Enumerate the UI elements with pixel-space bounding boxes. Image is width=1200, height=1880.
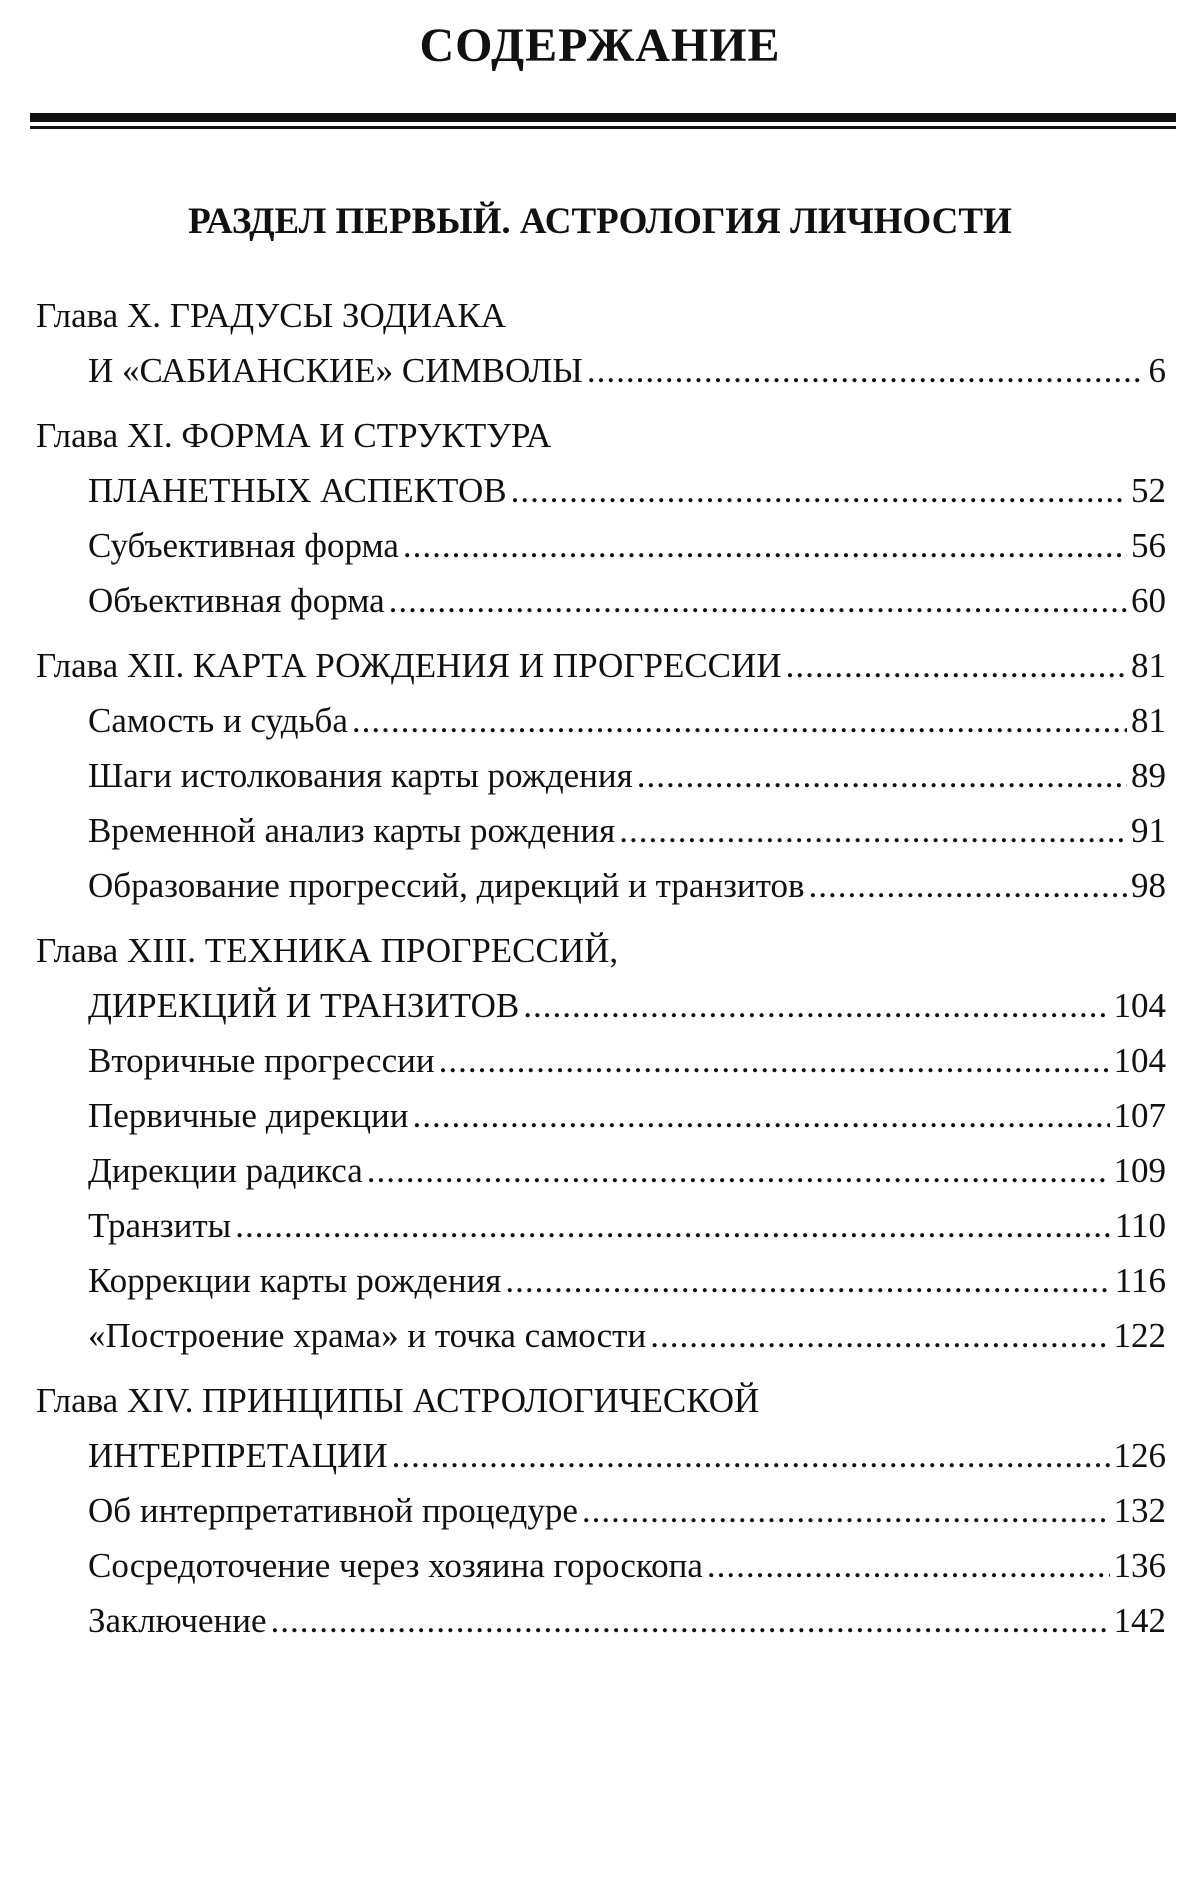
chapter-title-cont: ДИРЕКЦИЙ И ТРАНЗИТОВ bbox=[88, 986, 520, 1025]
toc-entry bbox=[36, 1143, 1166, 1198]
page-number: 6 bbox=[1148, 351, 1166, 390]
entry-label: Временной анализ карты рождения bbox=[88, 811, 616, 850]
dot-leader bbox=[271, 1593, 1110, 1648]
toc-entry bbox=[36, 978, 1166, 1033]
dot-leader bbox=[650, 1308, 1109, 1363]
entry-label: Субъективная форма bbox=[88, 526, 399, 565]
chapter-title-cont: И «САБИАНСКИЕ» СИМВОЛЫ bbox=[88, 351, 583, 390]
entry-label: Вторичные прогрессии bbox=[88, 1041, 435, 1080]
page-number: 56 bbox=[1131, 526, 1166, 565]
toc-entry bbox=[36, 1593, 1166, 1648]
dot-leader bbox=[392, 1428, 1110, 1483]
dot-leader bbox=[352, 693, 1127, 748]
toc-entry bbox=[36, 1198, 1166, 1253]
toc-entry bbox=[36, 1538, 1166, 1593]
chapter-heading: Глава XII. КАРТА РОЖДЕНИЯ И ПРОГРЕССИИ bbox=[36, 646, 782, 685]
page-number: 122 bbox=[1113, 1316, 1166, 1355]
toc-entry bbox=[36, 1253, 1166, 1308]
dot-leader bbox=[786, 638, 1127, 693]
toc-entry bbox=[36, 858, 1166, 913]
page-number: 109 bbox=[1113, 1151, 1166, 1190]
dot-leader bbox=[367, 1143, 1110, 1198]
toc-chapter bbox=[36, 1373, 1166, 1648]
entry-label: Первичные дирекции bbox=[88, 1096, 409, 1135]
page-number: 60 bbox=[1131, 581, 1166, 620]
page-number: 126 bbox=[1113, 1436, 1166, 1475]
toc-entry bbox=[36, 638, 1166, 693]
page-number: 104 bbox=[1113, 1041, 1166, 1080]
toc-entry bbox=[36, 1483, 1166, 1538]
toc-entry bbox=[36, 463, 1166, 518]
toc-chapter bbox=[36, 408, 1166, 628]
dot-leader bbox=[582, 1483, 1110, 1538]
dot-leader bbox=[403, 518, 1127, 573]
dot-leader bbox=[637, 748, 1127, 803]
chapter-title-cont: ПЛАНЕТНЫХ АСПЕКТОВ bbox=[88, 471, 507, 510]
dot-leader bbox=[707, 1538, 1110, 1593]
entry-label: Об интерпретативной процедуре bbox=[88, 1491, 578, 1530]
section-title: РАЗДЕЛ ПЕРВЫЙ. АСТРОЛОГИЯ ЛИЧНОСТИ bbox=[188, 201, 1012, 242]
entry-label: Шаги истолкования карты рождения bbox=[88, 756, 633, 795]
dot-leader bbox=[619, 803, 1127, 858]
toc-entry bbox=[36, 693, 1166, 748]
dot-leader bbox=[587, 343, 1145, 398]
entry-label: Заключение bbox=[88, 1601, 267, 1640]
entry-label: Сосредоточение через хозяина гороскопа bbox=[88, 1546, 703, 1585]
page-number: 142 bbox=[1113, 1601, 1166, 1640]
page-number: 89 bbox=[1131, 756, 1166, 795]
chapter-heading: Глава XIV. ПРИНЦИПЫ АСТРОЛОГИЧЕСКОЙ bbox=[36, 1381, 760, 1420]
entry-label: Коррекции карты рождения bbox=[88, 1261, 502, 1300]
toc-entry bbox=[36, 803, 1166, 858]
toc-entry bbox=[36, 1308, 1166, 1363]
chapter-heading-line bbox=[36, 288, 1166, 343]
toc-entry bbox=[36, 343, 1166, 398]
page-number: 107 bbox=[1113, 1096, 1166, 1135]
page-number: 116 bbox=[1114, 1261, 1166, 1300]
dot-leader bbox=[809, 858, 1127, 913]
page-number: 110 bbox=[1114, 1206, 1166, 1245]
toc-entry bbox=[36, 1088, 1166, 1143]
table-of-contents bbox=[36, 288, 1166, 1658]
toc-entry bbox=[36, 573, 1166, 628]
page-number: 91 bbox=[1131, 811, 1166, 850]
dot-leader bbox=[412, 1088, 1109, 1143]
page-number: 132 bbox=[1113, 1491, 1166, 1530]
entry-label: Объективная форма bbox=[88, 581, 385, 620]
entry-label: Образование прогрессий, дирекций и транзитов bbox=[88, 866, 805, 905]
dot-leader bbox=[389, 573, 1127, 628]
entry-label: «Построение храма» и точка самости bbox=[88, 1316, 647, 1355]
dot-leader bbox=[505, 1253, 1110, 1308]
title-rule-thin bbox=[30, 126, 1176, 129]
dot-leader bbox=[235, 1198, 1111, 1253]
page-number: 136 bbox=[1113, 1546, 1166, 1585]
dot-leader bbox=[511, 463, 1127, 518]
toc-entry bbox=[36, 1428, 1166, 1483]
chapter-title-cont: ИНТЕРПРЕТАЦИИ bbox=[88, 1436, 388, 1475]
page-title: СОДЕРЖАНИЕ bbox=[419, 19, 781, 72]
page-number: 98 bbox=[1131, 866, 1166, 905]
title-rule-thick bbox=[30, 113, 1176, 122]
dot-leader bbox=[439, 1033, 1110, 1088]
chapter-heading: Глава XIII. ТЕХНИКА ПРОГРЕССИЙ, bbox=[36, 931, 619, 970]
chapter-heading-line bbox=[36, 923, 1166, 978]
toc-chapter bbox=[36, 923, 1166, 1363]
page-number: 81 bbox=[1131, 701, 1166, 740]
page-number: 104 bbox=[1113, 986, 1166, 1025]
toc-chapter bbox=[36, 638, 1166, 913]
dot-leader bbox=[523, 978, 1109, 1033]
chapter-heading-line bbox=[36, 1373, 1166, 1428]
chapter-heading: Глава XI. ФОРМА И СТРУКТУРА bbox=[36, 416, 552, 455]
toc-entry bbox=[36, 748, 1166, 803]
chapter-heading: Глава X. ГРАДУСЫ ЗОДИАКА bbox=[36, 296, 507, 335]
page-number: 52 bbox=[1131, 471, 1166, 510]
toc-entry bbox=[36, 518, 1166, 573]
page-number: 81 bbox=[1131, 646, 1166, 685]
toc-entry bbox=[36, 1033, 1166, 1088]
chapter-heading-line bbox=[36, 408, 1166, 463]
toc-chapter bbox=[36, 288, 1166, 398]
entry-label: Дирекции радикса bbox=[88, 1151, 363, 1190]
entry-label: Самость и судьба bbox=[88, 701, 348, 740]
entry-label: Транзиты bbox=[88, 1206, 232, 1245]
